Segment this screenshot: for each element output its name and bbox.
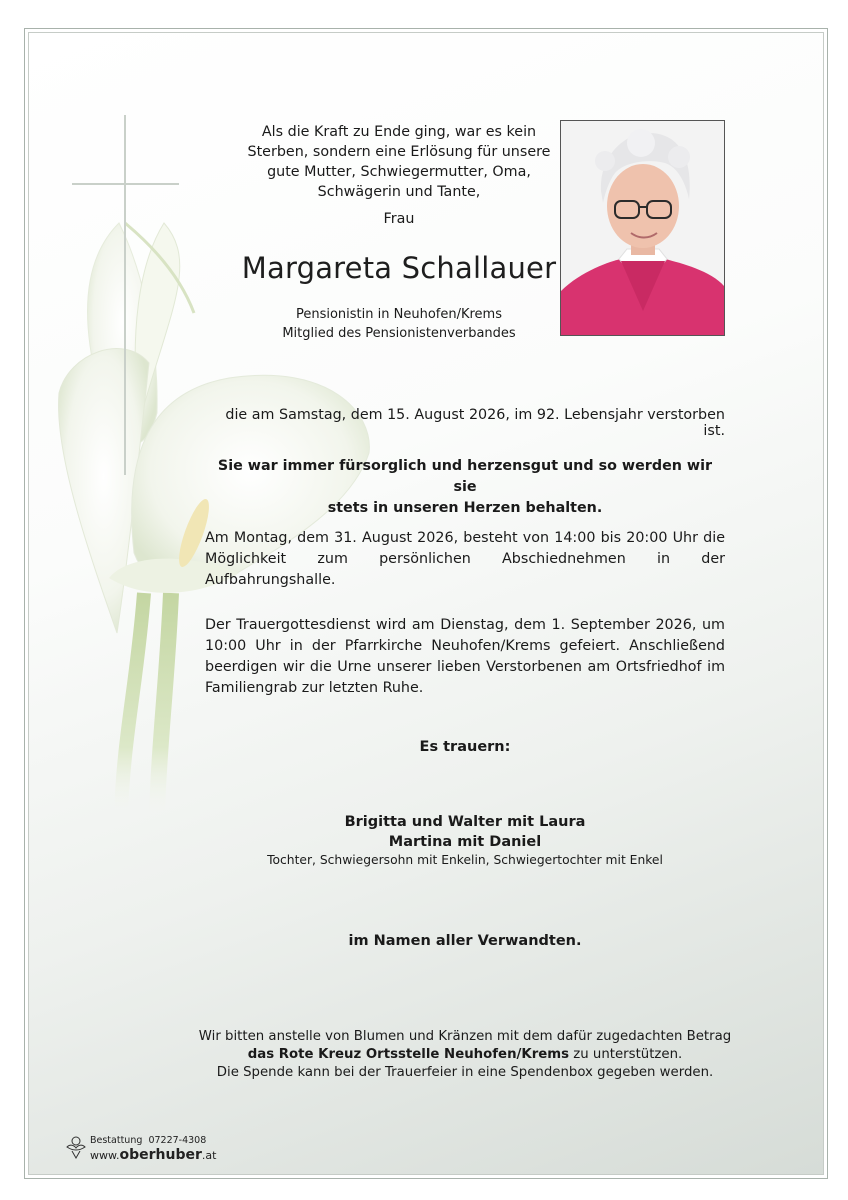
web-prefix: www. [90,1149,120,1162]
angel-logo-icon [65,1135,87,1159]
donation-line [179,1046,751,1064]
title-line: Mitglied des Pensionistenverbandes [282,326,516,341]
cross-icon-bar [72,183,179,185]
death-notice: die am Samstag, dem 15. August 2026, im 92. Lebensjahr verstorben ist. [225,407,725,439]
mourner-name: Martina mit Daniel [388,834,542,850]
web-suffix: .at [201,1149,217,1162]
memorial-quote [205,456,725,519]
donation-line: Wir bitten anstelle von Blumen und Kränzen mit dem dafür zugedachten Betrag [198,1029,732,1044]
quote-line: stets in unseren Herzen behalten. [327,500,603,516]
donation-line: Die Spende kann bei der Trauerfeier in eine Spendenbox gegeben werden. [216,1065,714,1080]
donation-request [179,1028,751,1082]
portrait-photo [560,120,725,336]
web-name: oberhuber [119,1147,202,1163]
mourners-relation: Tochter, Schwiegersohn mit Enkelin, Schwiegertochter mit Enkel [267,853,663,867]
mourners-list [205,812,725,852]
deceased-titles [209,305,589,343]
notice-panel [28,32,824,1175]
intro-line: Sterben, sondern eine Erlösung für unsere [247,144,551,160]
footer-label: Bestattung [90,1135,143,1146]
intro-line: gute Mutter, Schwiegermutter, Oma, [267,164,531,180]
intro-line: Schwägerin und Tante, [317,184,481,200]
deceased-name: Margareta Schallauer [241,251,557,285]
mourners-heading: Es trauern: [419,739,511,755]
footer-contact [90,1135,206,1146]
quote-line: Sie war immer fürsorglich und herzensgut und so werden wir sie [217,458,713,495]
page-border [24,28,828,1179]
mourner-name: Brigitta und Walter mit Laura [344,814,586,830]
footer-website[interactable] [90,1147,216,1163]
relatives-line: im Namen aller Verwandten. [348,933,582,949]
cross-icon [124,115,126,475]
footer-phone: 07227-4308 [148,1135,207,1146]
viewing-info: Am Montag, dem 31. August 2026, besteht von 14:00 bis 20:00 Uhr die Möglichkeit zum persönlichen Abschiednehmen in der Aufbahrungshalle. [205,530,725,588]
donation-recipient: das Rote Kreuz Ortsstelle Neuhofen/Krems [247,1047,570,1062]
intro-line: Als die Kraft zu Ende ging, war es kein [261,124,537,140]
intro-verse [209,122,589,202]
salutation: Frau [383,211,415,227]
title-line: Pensionistin in Neuhofen/Krems [295,307,502,322]
donation-line-rest: zu unterstützen. [569,1047,683,1062]
service-info: Der Trauergottesdienst wird am Dienstag, dem 1. September 2026, um 10:00 Uhr in der Pfarrkirche Neuhofen/Krems gefeiert. Anschließend beerdigen wir die Urne unserer lieben Verstorbenen am Ortsfriedhof im Familiengrab zur letzten Ruhe. [205,617,725,696]
